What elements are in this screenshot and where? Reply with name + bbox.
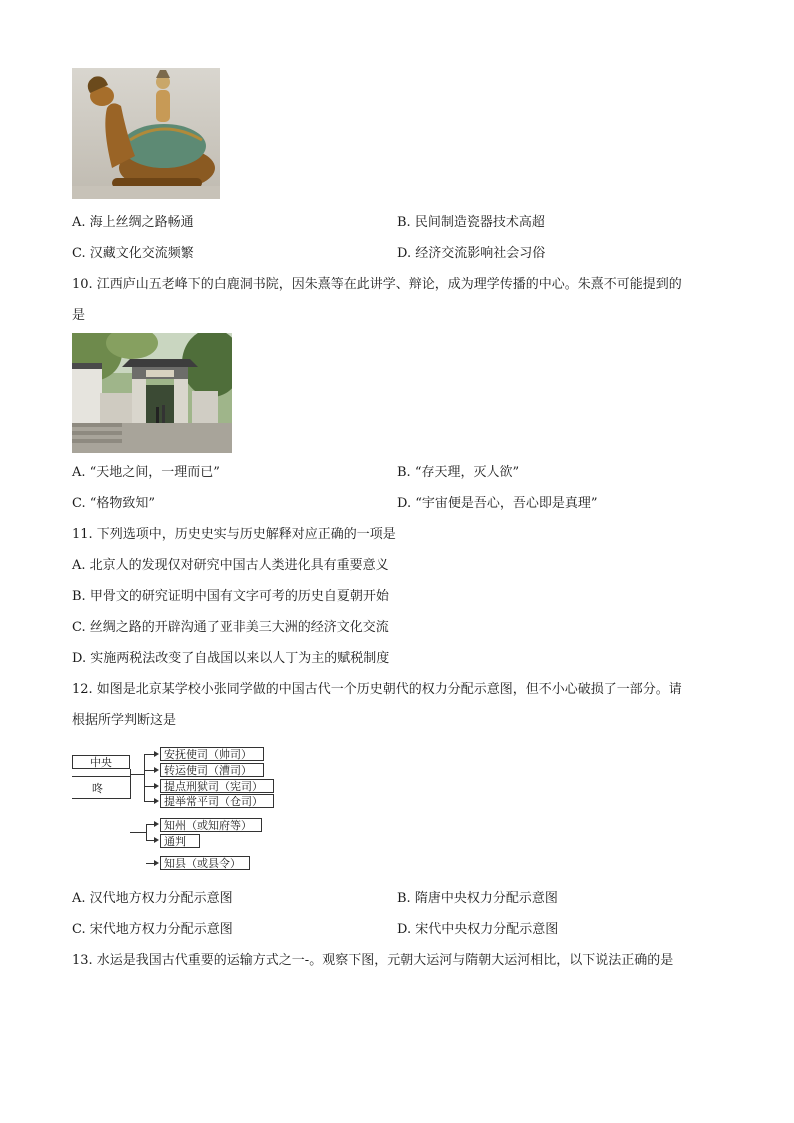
office-box-3: 提点刑狱司（宪司） [160, 779, 274, 793]
prefecture-box: 知州（或知府等） [160, 818, 262, 832]
q10-option-a: A. “天地之间，一理而已” [72, 465, 220, 480]
office-box-2: 转运使司（漕司） [160, 763, 264, 777]
camel-figurine-photo [72, 68, 220, 199]
q10-stem-line1: 10. 江西庐山五老峰下的白鹿洞书院，因朱熹等在此讲学、辩论，成为理学传播的中心。朱熹不可能提到的 [72, 277, 682, 292]
q12-option-a: A. 汉代地方权力分配示意图 [72, 891, 233, 906]
vice-prefect-box: 通判 [160, 834, 200, 848]
q10-option-d: D. “宇宙便是吾心，吾心即是真理” [397, 496, 598, 511]
power-distribution-diagram [72, 744, 282, 876]
office-box-4: 提举常平司（仓司） [160, 794, 274, 808]
central-box: 中央 [72, 755, 130, 769]
q11-option-c: C. 丝绸之路的开辟沟通了亚非美三大洲的经济文化交流 [72, 620, 389, 635]
q9-option-a: A. 海上丝绸之路畅通 [72, 215, 194, 230]
q10-option-b: B. “存天理，灭人欲” [397, 465, 520, 480]
q9-option-d: D. 经济交流影响社会习俗 [397, 246, 546, 261]
q9-option-c: C. 汉藏文化交流频繁 [72, 246, 194, 261]
q9-option-b: B. 民间制造瓷器技术高超 [397, 215, 545, 230]
county-box: 知县（或县令） [160, 856, 250, 870]
q11-option-a: A. 北京人的发现仅对研究中国古人类进化具有重要意义 [72, 558, 389, 573]
q11-option-b: B. 甲骨文的研究证明中国有文字可考的历史自夏朝开始 [72, 589, 389, 604]
q12-option-b: B. 隋唐中央权力分配示意图 [397, 891, 558, 906]
q10-stem-line2: 是 [72, 308, 86, 323]
q12-stem-line1: 12. 如图是北京某学校小张同学做的中国古代一个历史朝代的权力分配示意图，但不小心破损了一部分。请 [72, 682, 682, 697]
q13-stem: 13. 水运是我国古代重要的运输方式之一-。观察下图，元朝大运河与隋朝大运河相比，以下说法正确的是 [72, 953, 674, 968]
q12-option-d: D. 宋代中央权力分配示意图 [397, 922, 559, 937]
q12-stem-line2: 根据所学判断这是 [72, 713, 177, 728]
q11-option-d: D. 实施两税法改变了自战国以来以人丁为主的赋税制度 [72, 651, 390, 666]
q12-option-c: C. 宋代地方权力分配示意图 [72, 922, 233, 937]
office-box-1: 安抚使司（帅司） [160, 747, 264, 761]
lower-label: 咚 [92, 782, 103, 795]
q10-option-c: C. “格物致知” [72, 496, 156, 511]
q11-stem: 11. 下列选项中，历史史实与历史解释对应正确的一项是 [72, 527, 396, 542]
academy-gate-photo [72, 333, 232, 453]
